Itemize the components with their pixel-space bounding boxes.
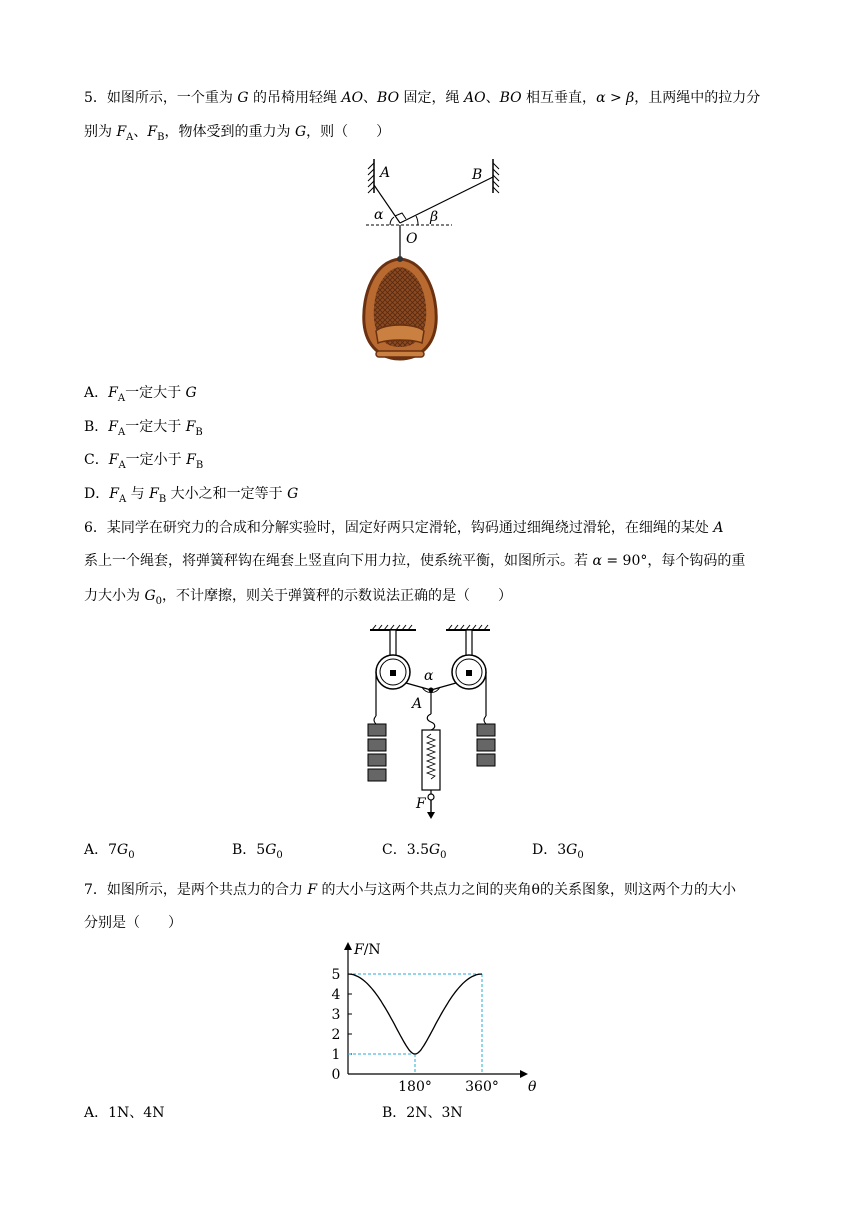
label-B: B <box>472 167 483 183</box>
y-tick-label: 4 <box>331 987 341 1003</box>
rope-BO <box>400 177 493 223</box>
q6-option-a: A．$7G_0$ <box>84 842 135 861</box>
q5-line1: 5．如图所示，一个重为 G 的吊椅用轻绳 AO、BO 固定，绳 AO、BO 相互垂直，α > β，且两绳中的拉力分 <box>84 90 761 106</box>
hanging-chair-image <box>364 256 436 359</box>
y-tick-label: 1 <box>331 1047 341 1063</box>
y-tick-label: 0 <box>331 1067 341 1083</box>
y-tick-label: 2 <box>331 1027 341 1043</box>
hanging-chair-figure <box>360 155 510 370</box>
y-tick-label: 3 <box>331 1007 341 1023</box>
x-tick-label: 180° <box>398 1079 432 1094</box>
x-axis-label: θ <box>528 1079 537 1094</box>
q6-option-b: B．$5G_0$ <box>232 842 283 861</box>
label-beta: β <box>430 209 439 225</box>
label-alpha: α <box>374 207 384 223</box>
q6-line3: 力大小为 $G_0$，不计摩擦，则关于弹簧秤的示数说法正确的是（ ） <box>84 588 513 607</box>
x-axis-arrow <box>520 1070 528 1078</box>
q6-option-d: D．$3G_0$ <box>532 842 584 861</box>
q6-line2: 系上一个绳套，将弹簧秤钩在绳套上竖直向下用力拉，使系统平衡，如图所示。若 α = 90°，每个钩码的重 <box>84 553 746 569</box>
label-A-q6: A <box>412 696 423 712</box>
q6-option-c: C．$3.5G_0$ <box>382 842 447 861</box>
series-curve <box>348 974 482 1054</box>
x-tick-label: 360° <box>465 1079 499 1094</box>
y-axis-arrow <box>344 942 352 950</box>
spring-scale <box>422 730 440 790</box>
q5-option-b: B．$F_A$一定大于 $F_B$ <box>84 419 203 438</box>
q7-line1: 7．如图所示，是两个共点力的合力 F 的大小与这两个共点力之间的夹角θ的关系图象，则这两个力的大小 <box>84 882 736 898</box>
chart-axes <box>344 942 528 1078</box>
q5-option-c: C．$F_A$一定小于 $F_B$ <box>84 452 204 471</box>
label-F-q6: F <box>416 796 426 812</box>
q7-option-a: A．1N、4N <box>84 1105 165 1121</box>
label-A: A <box>380 165 391 181</box>
q7-line2: 分别是（ ） <box>84 915 182 931</box>
right-weights <box>477 724 495 766</box>
y-tick-label: 5 <box>331 967 341 983</box>
label-alpha-q6: α <box>424 668 434 684</box>
y-axis-label: F/N <box>354 942 381 958</box>
label-O: O <box>406 231 418 247</box>
q5-line2: 别为 $F_A$、$F_B$，物体受到的重力为 G，则（ ） <box>84 124 391 143</box>
pulley-figure <box>360 624 500 820</box>
force-angle-chart <box>320 938 540 1094</box>
q5-option-d: D．$F_A$ 与 $F_B$ 大小之和一定等于 G <box>84 486 299 505</box>
q7-option-b: B．2N、3N <box>382 1105 463 1121</box>
q6-line1: 6．某同学在研究力的合成和分解实验时，固定好两只定滑轮，钩码通过细绳绕过滑轮，在细绳的某处 A <box>84 520 724 536</box>
left-weights <box>368 724 386 781</box>
q5-option-a: A．$F_A$一定大于 G <box>84 385 197 404</box>
